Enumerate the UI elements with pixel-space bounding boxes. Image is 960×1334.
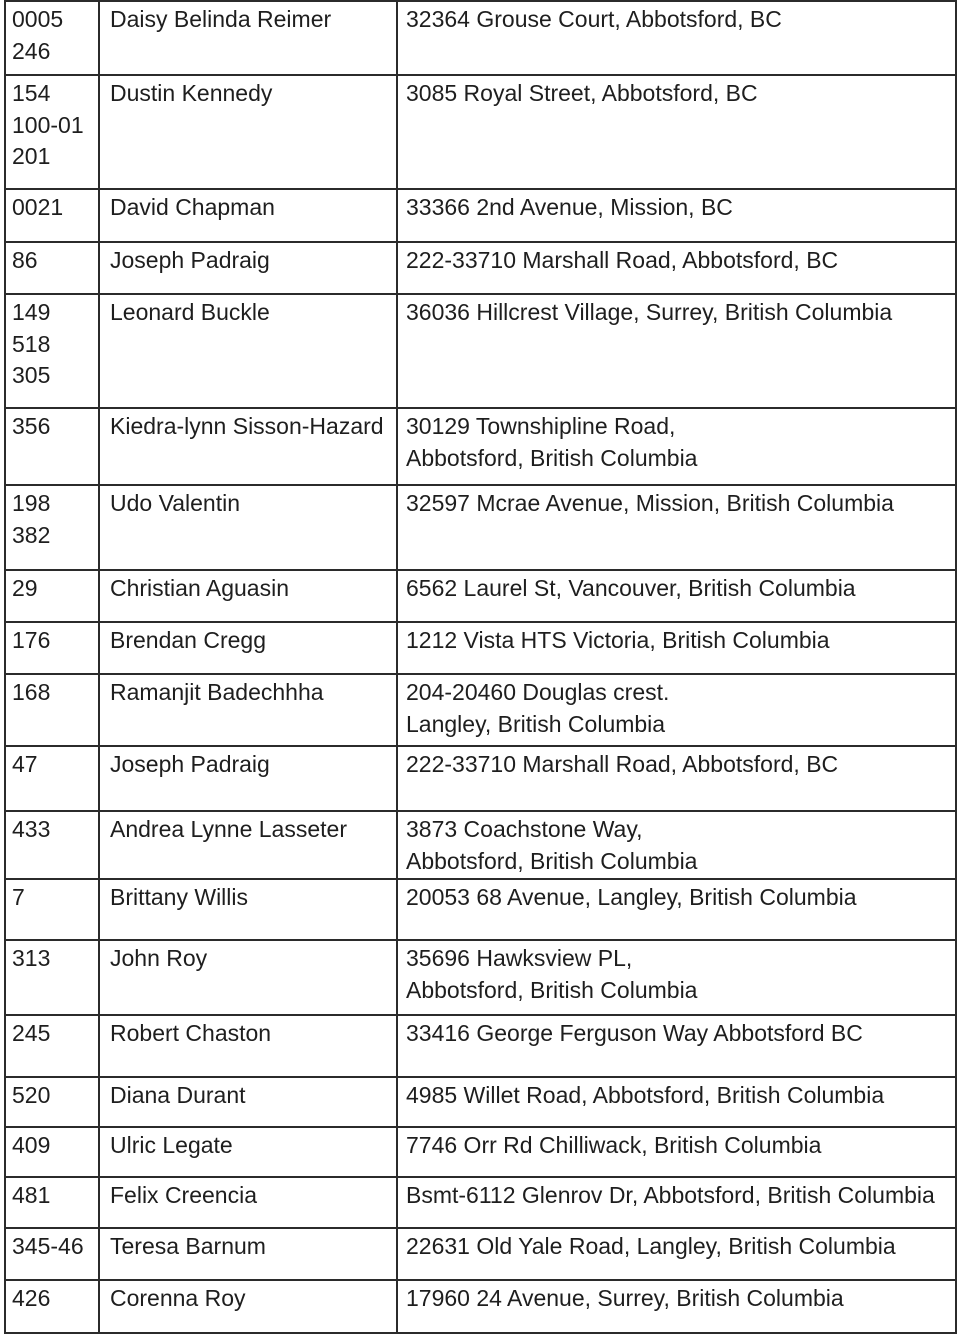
id-cell-line: 0021 xyxy=(12,194,64,220)
name-cell: Ramanjit Badechhha xyxy=(99,674,397,746)
address-cell xyxy=(397,1127,956,1177)
id-cell-line: 356 xyxy=(12,413,51,439)
id-cell xyxy=(5,1280,99,1333)
table-row xyxy=(5,1228,956,1280)
table-row xyxy=(5,570,956,622)
id-cell xyxy=(5,1,99,75)
table-row xyxy=(5,189,956,242)
table-row xyxy=(5,485,956,570)
address-cell-line: 3085 Royal Street, Abbotsford, BC xyxy=(406,80,758,106)
id-cell-line: 154 xyxy=(12,80,51,106)
table-row xyxy=(5,1127,956,1177)
address-cell xyxy=(397,570,956,622)
address-cell xyxy=(397,811,956,879)
id-cell-line: 433 xyxy=(12,816,51,842)
table-row xyxy=(5,1280,956,1333)
name-cell: Andrea Lynne Lasseter xyxy=(99,811,397,879)
table-row xyxy=(5,746,956,811)
address-cell-line: 222-33710 Marshall Road, Abbotsford, BC xyxy=(406,247,839,273)
name-cell: Udo Valentin xyxy=(99,485,397,570)
address-cell-line: Abbotsford, British Columbia xyxy=(406,444,698,471)
address-cell xyxy=(397,622,956,674)
id-cell xyxy=(5,1228,99,1280)
address-cell xyxy=(397,294,956,408)
name-cell: Dustin Kennedy xyxy=(99,75,397,189)
address-cell xyxy=(397,879,956,940)
address-cell xyxy=(397,485,956,570)
id-cell-line: 168 xyxy=(12,679,51,705)
address-cell xyxy=(397,1015,956,1077)
id-cell xyxy=(5,811,99,879)
name-cell: Teresa Barnum xyxy=(99,1228,397,1280)
id-cell-line: 198 xyxy=(12,490,51,516)
id-cell-line: 201 xyxy=(12,143,51,169)
address-cell-line: 32597 Mcrae Avenue, Mission, British Columbia xyxy=(406,490,894,516)
id-cell xyxy=(5,1077,99,1127)
records-table-body xyxy=(5,1,956,1333)
address-cell-line: 17960 24 Avenue, Surrey, British Columbia xyxy=(406,1285,844,1311)
address-cell-line: 20053 68 Avenue, Langley, British Columbia xyxy=(406,884,857,910)
id-cell xyxy=(5,622,99,674)
name-cell: Ulric Legate xyxy=(99,1127,397,1177)
address-cell xyxy=(397,189,956,242)
address-cell-line: 4985 Willet Road, Abbotsford, British Columbia xyxy=(406,1082,885,1108)
address-cell-line: Abbotsford, British Columbia xyxy=(406,976,698,1003)
id-cell-line: 100-01 xyxy=(12,111,84,138)
id-cell-line: 426 xyxy=(12,1285,51,1311)
id-cell xyxy=(5,75,99,189)
address-cell xyxy=(397,1077,956,1127)
table-row xyxy=(5,1177,956,1228)
id-cell xyxy=(5,940,99,1015)
address-cell xyxy=(397,1280,956,1333)
id-cell-line: 176 xyxy=(12,627,51,653)
name-cell: Leonard Buckle xyxy=(99,294,397,408)
address-cell-line: 32364 Grouse Court, Abbotsford, BC xyxy=(406,6,782,32)
id-cell xyxy=(5,408,99,485)
table-row xyxy=(5,1077,956,1127)
name-cell: Kiedra-lynn Sisson-Hazard xyxy=(99,408,397,485)
table-row xyxy=(5,1,956,75)
name-cell: Felix Creencia xyxy=(99,1177,397,1228)
name-cell: Brendan Cregg xyxy=(99,622,397,674)
address-cell xyxy=(397,1,956,75)
table-row xyxy=(5,1015,956,1077)
address-cell xyxy=(397,674,956,746)
id-cell xyxy=(5,294,99,408)
table-row xyxy=(5,408,956,485)
table-row xyxy=(5,622,956,674)
name-cell: Corenna Roy xyxy=(99,1280,397,1333)
table-row xyxy=(5,879,956,940)
table-row xyxy=(5,674,956,746)
id-cell xyxy=(5,1177,99,1228)
name-cell: Diana Durant xyxy=(99,1077,397,1127)
id-cell-line: 382 xyxy=(12,521,51,548)
id-cell xyxy=(5,879,99,940)
address-cell-line: Langley, British Columbia xyxy=(406,710,666,737)
id-cell-line: 29 xyxy=(12,575,38,601)
name-cell: David Chapman xyxy=(99,189,397,242)
id-cell xyxy=(5,1127,99,1177)
name-cell: John Roy xyxy=(99,940,397,1015)
name-cell: Joseph Padraig xyxy=(99,746,397,811)
id-cell xyxy=(5,570,99,622)
id-cell-line: 86 xyxy=(12,247,38,273)
address-cell-line: 35696 Hawksview PL, xyxy=(406,945,633,971)
address-cell xyxy=(397,75,956,189)
id-cell-line: 520 xyxy=(12,1082,51,1108)
address-cell-line: 36036 Hillcrest Village, Surrey, British Columbia xyxy=(406,299,893,325)
id-cell-line: 313 xyxy=(12,945,51,971)
table-row xyxy=(5,940,956,1015)
address-cell-line: 33366 2nd Avenue, Mission, BC xyxy=(406,194,733,220)
name-cell: Daisy Belinda Reimer xyxy=(99,1,397,75)
table-row xyxy=(5,294,956,408)
address-cell-line: Abbotsford, British Columbia xyxy=(406,847,698,874)
records-table xyxy=(4,0,957,1334)
address-cell-line: 1212 Vista HTS Victoria, British Columbia xyxy=(406,627,830,653)
address-cell-line: 30129 Townshipline Road, xyxy=(406,413,676,439)
id-cell xyxy=(5,746,99,811)
id-cell xyxy=(5,674,99,746)
address-cell-line: 22631 Old Yale Road, Langley, British Columbia xyxy=(406,1233,896,1259)
id-cell xyxy=(5,1015,99,1077)
id-cell-line: 518 xyxy=(12,330,51,357)
id-cell-line: 0005 xyxy=(12,6,64,32)
address-cell-line: 204-20460 Douglas crest. xyxy=(406,679,670,705)
address-cell-line: Bsmt-6112 Glenrov Dr, Abbotsford, British Columbia xyxy=(406,1182,935,1208)
id-cell-line: 305 xyxy=(12,362,51,388)
address-cell xyxy=(397,746,956,811)
id-cell-line: 409 xyxy=(12,1132,51,1158)
address-cell-line: 222-33710 Marshall Road, Abbotsford, BC xyxy=(406,751,839,777)
id-cell-line: 47 xyxy=(12,751,38,777)
address-cell-line: 33416 George Ferguson Way Abbotsford BC xyxy=(406,1020,863,1046)
id-cell xyxy=(5,242,99,294)
table-row xyxy=(5,75,956,189)
id-cell-line: 7 xyxy=(12,884,25,910)
name-cell: Robert Chaston xyxy=(99,1015,397,1077)
address-cell-line: 6562 Laurel St, Vancouver, British Columbia xyxy=(406,575,856,601)
address-cell xyxy=(397,242,956,294)
address-cell-line: 3873 Coachstone Way, xyxy=(406,816,643,842)
id-cell xyxy=(5,485,99,570)
name-cell: Christian Aguasin xyxy=(99,570,397,622)
id-cell-line: 245 xyxy=(12,1020,51,1046)
address-cell xyxy=(397,408,956,485)
id-cell-line: 345-46 xyxy=(12,1233,84,1259)
id-cell-line: 149 xyxy=(12,299,51,325)
address-cell-line: 7746 Orr Rd Chilliwack, British Columbia xyxy=(406,1132,822,1158)
address-cell xyxy=(397,940,956,1015)
address-cell xyxy=(397,1228,956,1280)
name-cell: Joseph Padraig xyxy=(99,242,397,294)
id-cell-line: 481 xyxy=(12,1182,51,1208)
name-cell: Brittany Willis xyxy=(99,879,397,940)
id-cell-line: 246 xyxy=(12,37,51,64)
table-row xyxy=(5,242,956,294)
id-cell xyxy=(5,189,99,242)
address-cell xyxy=(397,1177,956,1228)
table-row xyxy=(5,811,956,879)
